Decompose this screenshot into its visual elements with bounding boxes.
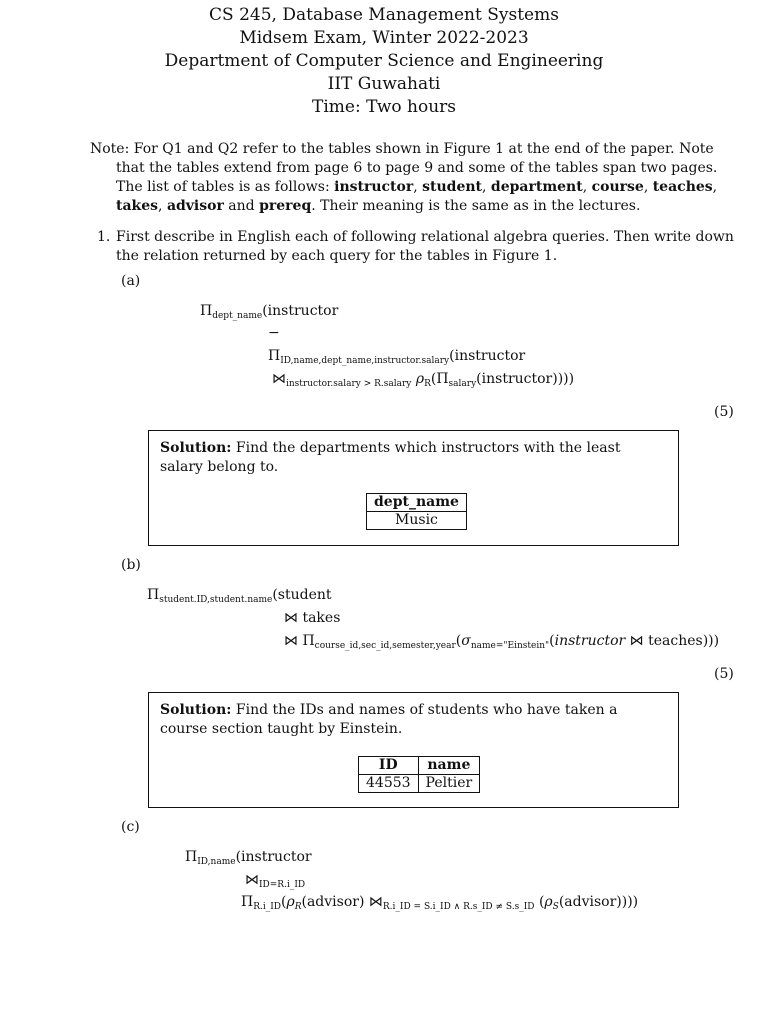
table-header: name [418, 757, 480, 775]
part-a-result-table [366, 493, 467, 530]
part-a-marks: (5) [714, 404, 734, 420]
note-line-2: that the tables extend from page 6 to page 9 and some of the tables span two pages. [116, 160, 718, 176]
part-b-solution-text: Solution: Find the IDs and names of students who have taken a course section taught by Einstein. [160, 702, 618, 737]
table-name: department [490, 179, 583, 195]
question-line-1: First describe in English each of following relational algebra queries. Then write down [116, 229, 734, 245]
part-b-solution-box [148, 692, 679, 808]
table-name: prereq [259, 198, 312, 214]
note-line-1: Note: For Q1 and Q2 refer to the tables shown in Figure 1 at the end of the paper. Note [90, 141, 714, 157]
table-cell: 44553 [359, 775, 419, 793]
part-a-math-line-3: $⋈_{instructor.salary > R.salary}$ $\rho_R(\Pi_{salary}(instructor))$)) [272, 371, 575, 389]
exam-title: Midsem Exam, Winter 2022-2023 [239, 28, 529, 48]
part-b-marks: (5) [714, 666, 734, 682]
part-a-solution-text: Solution: Find the departments which instructors with the least salary belong to. [160, 440, 621, 475]
department-title: Department of Computer Science and Engineering [164, 51, 604, 71]
institute-title: IIT Guwahati [327, 74, 441, 94]
part-b-math-line-3: ⋈ $\Pi_{course\_id,sec\_id,semester,year}(\sigma_{name="Einstein"}(instructor$ ⋈ teaches))) [284, 633, 720, 651]
table-name: instructor [334, 179, 414, 195]
question-line-2: the relation returned by each query for the tables in Figure 1. [116, 248, 558, 264]
part-b-math-line-1: $\Pi_{student.ID,student.name}(student$ [147, 587, 332, 605]
table-name: student [422, 179, 483, 195]
part-c-math-line-1: $\Pi_{ID,name}(instructor$ [185, 849, 312, 867]
table-name: course [591, 179, 644, 195]
part-c-math-line-3: $\Pi_{R.i\_ID}(\rho_R(advisor)$ $⋈_{R.i\_ID = S.i\_ID \wedge R.s\_ID \ne S.s\_ID}$ $(\rho_S(advisor))$)) [241, 894, 639, 912]
part-c-math-line-2: $⋈_{ID=R.i\_ID}$ [245, 872, 306, 890]
part-a-solution-box [148, 430, 679, 546]
part-a-label: (a) [121, 273, 141, 289]
course-title: CS 245, Database Management Systems [209, 5, 559, 25]
table-cell: Peltier [418, 775, 480, 793]
time-title: Time: Two hours [312, 97, 456, 117]
note-line-3: The list of tables is as follows: instructor, student, department, course, teaches, [116, 179, 718, 195]
question-number: 1. [97, 229, 111, 245]
part-b-math-line-2: ⋈ takes [284, 610, 341, 626]
table-cell: Music [367, 512, 467, 530]
part-b-result-table [358, 756, 480, 793]
part-c-label: (c) [121, 819, 140, 835]
part-a-math-line-1: $\Pi_{dept\_name}(instructor$ [200, 303, 339, 321]
table-header: dept_name [367, 494, 467, 512]
part-a-minus: − [268, 325, 280, 341]
table-name: takes [116, 198, 159, 214]
part-b-label: (b) [121, 557, 141, 573]
note-line-4: takes, advisor and prereq. Their meaning is the same as in the lectures. [116, 198, 641, 214]
table-header: ID [359, 757, 419, 775]
table-name: teaches [652, 179, 713, 195]
part-a-math-line-2: $\Pi_{ID,name,dept\_name,instructor.salary}(instructor$ [268, 348, 526, 366]
table-name: advisor [166, 198, 224, 214]
